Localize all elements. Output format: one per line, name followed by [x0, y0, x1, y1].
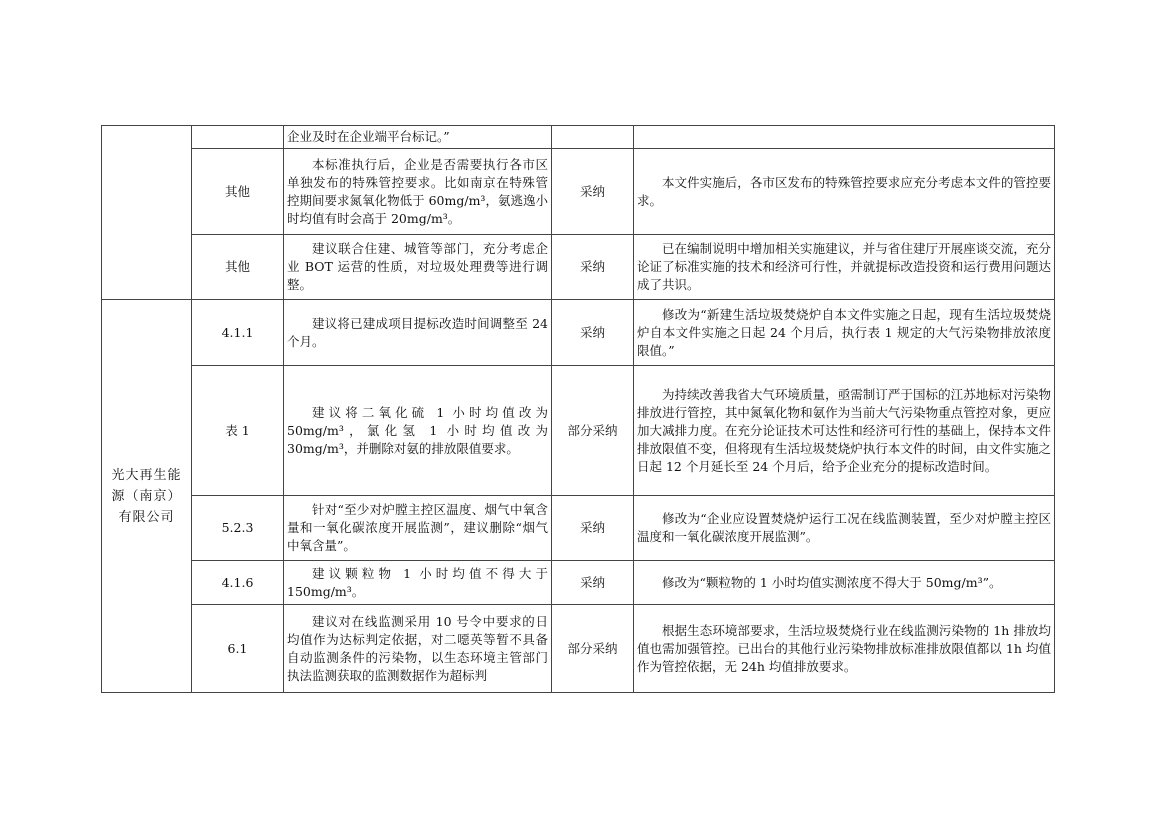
- table-row: [102, 605, 1055, 693]
- clause-cell: 4.1.6: [192, 561, 284, 605]
- clause-cell: 表 1: [192, 366, 284, 496]
- suggestion-cell: 企业及时在企业端平台标记。”: [284, 126, 552, 149]
- table-row: [102, 300, 1055, 366]
- suggestion-cell: 建议颗粒物 1 小时均值不得大于 150mg/m³。: [284, 561, 552, 605]
- clause-cell: [192, 126, 284, 149]
- clause-cell: 其他: [192, 149, 284, 235]
- response-cell: 修改为“企业应设置焚烧炉运行工况在线监测装置，至少对炉膛主控区温度和一氧化碳浓度开展监测”。: [634, 496, 1055, 561]
- suggestion-cell: 建议将已建成项目提标改造时间调整至 24 个月。: [284, 300, 552, 366]
- table-row: [102, 561, 1055, 605]
- clause-cell: 4.1.1: [192, 300, 284, 366]
- table-row: [102, 496, 1055, 561]
- response-cell: 为持续改善我省大气环境质量，亟需制订严于国标的江苏地标对污染物排放进行管控，其中氮氧化物和氨作为当前大气污染物重点管控对象，更应加大减排力度。在充分论证技术可达性和经济可行性的基础上，保持本文件排放限值不变，但将现有生活垃圾焚烧炉执行本文件的时间，由文件实施之日起 12 个月延长至 24 个月后，给予企业充分的提标改造时间。: [634, 366, 1055, 496]
- suggestion-cell: 建议对在线监测采用 10 号令中要求的日均值作为达标判定依据，对二噁英等暂不具备自动监测条件的污染物，以生态环境主管部门执法监测获取的监测数据作为超标判: [284, 605, 552, 693]
- adoption-cell: [552, 126, 634, 149]
- table-row: [102, 366, 1055, 496]
- response-cell: 根据生态环境部要求，生活垃圾焚烧行业在线监测污染物的 1h 排放均值也需加强管控。已出台的其他行业污染物排放标准排放限值都以 1h 均值作为管控依据，无 24h 均值排放要求。: [634, 605, 1055, 693]
- adoption-cell: 部分采纳: [552, 605, 634, 693]
- adoption-cell: 采纳: [552, 300, 634, 366]
- table-row: [102, 149, 1055, 235]
- response-cell: [634, 126, 1055, 149]
- org-cell: [102, 126, 192, 300]
- clause-cell: 其他: [192, 235, 284, 300]
- suggestion-cell: 本标准执行后，企业是否需要执行各市区单独发布的特殊管控要求。比如南京在特殊管控期间要求氮氧化物低于 60mg/m³，氨逃逸小时均值有时会高于 20mg/m³。: [284, 149, 552, 235]
- response-cell: 本文件实施后，各市区发布的特殊管控要求应充分考虑本文件的管控要求。: [634, 149, 1055, 235]
- table-row: [102, 126, 1055, 149]
- suggestion-cell: 建议联合住建、城管等部门，充分考虑企业 BOT 运营的性质，对垃圾处理费等进行调整。: [284, 235, 552, 300]
- adoption-cell: 采纳: [552, 561, 634, 605]
- suggestion-cell: 针对“至少对炉膛主控区温度、烟气中氧含量和一氧化碳浓度开展监测”，建议删除“烟气中氧含量”。: [284, 496, 552, 561]
- adoption-cell: 采纳: [552, 149, 634, 235]
- adoption-cell: 采纳: [552, 496, 634, 561]
- comment-response-table: [101, 125, 1055, 693]
- response-cell: 已在编制说明中增加相关实施建议，并与省住建厅开展座谈交流，充分论证了标准实施的技术和经济可行性，并就提标改造投资和运行费用问题达成了共识。: [634, 235, 1055, 300]
- org-cell: 光大再生能源（南京）有限公司: [102, 300, 192, 693]
- suggestion-cell: 建议将二氧化硫 1 小时均值改为 50mg/m³，氯化氢 1 小时均值改为 30mg/m³，并删除对氨的排放限值要求。: [284, 366, 552, 496]
- adoption-cell: 部分采纳: [552, 366, 634, 496]
- adoption-cell: 采纳: [552, 235, 634, 300]
- response-cell: 修改为“新建生活垃圾焚烧炉自本文件实施之日起，现有生活垃圾焚烧炉自本文件实施之日起 24 个月后，执行表 1 规定的大气污染物排放浓度限值。”: [634, 300, 1055, 366]
- response-cell: 修改为“颗粒物的 1 小时均值实测浓度不得大于 50mg/m³”。: [634, 561, 1055, 605]
- clause-cell: 5.2.3: [192, 496, 284, 561]
- clause-cell: 6.1: [192, 605, 284, 693]
- table-row: [102, 235, 1055, 300]
